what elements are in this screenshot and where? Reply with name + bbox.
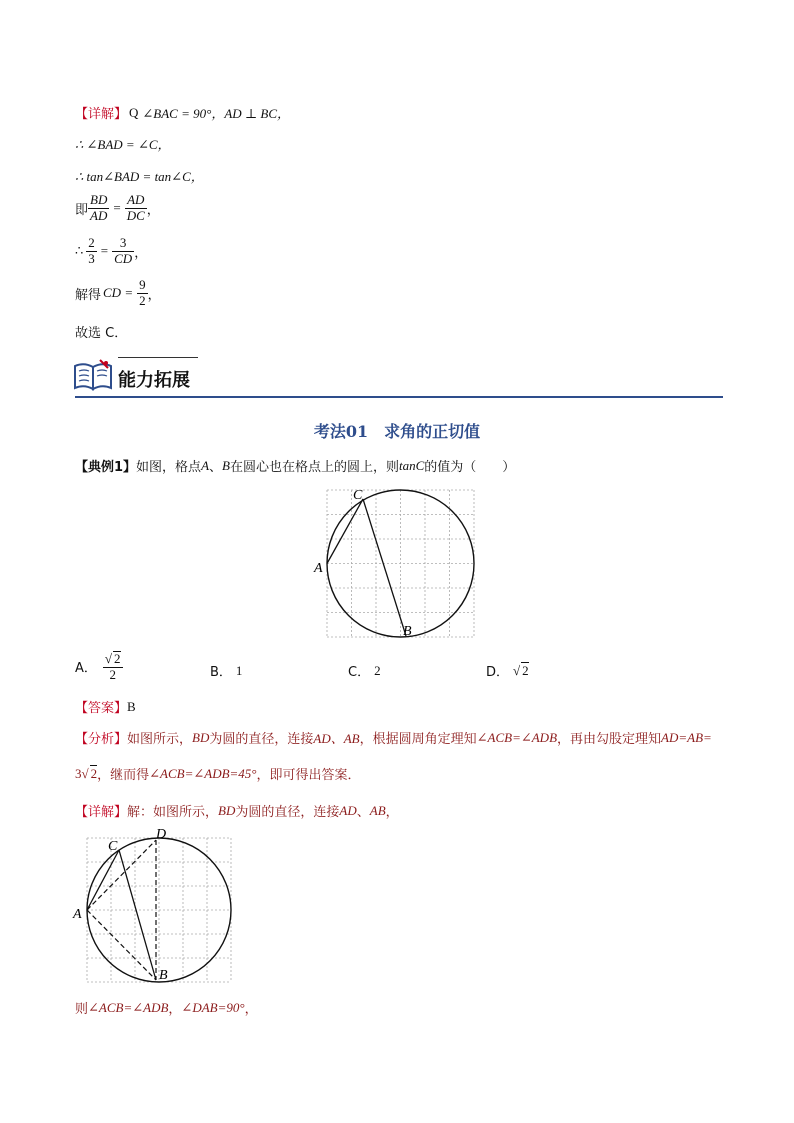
final-text: ，: [244, 1002, 258, 1017]
detail1-step5: [75, 278, 161, 309]
fraction-3-cd: [112, 236, 134, 267]
detail1-step3: [75, 193, 160, 224]
given-text: ∠BAC = 90°，AD ⊥ BC，: [142, 106, 290, 121]
option-c-value: 2: [374, 662, 381, 678]
analysis-text: ，根据圆周角定理知: [359, 732, 477, 747]
section-heading: 考法01 求角的正切值: [313, 422, 481, 441]
math-angle-eq: ∠ACB=∠ADB: [476, 729, 558, 745]
option-b-label: B．: [210, 665, 232, 680]
grid-lines: [327, 490, 474, 637]
fraction-denominator: DC: [126, 207, 145, 223]
segment-ac: [87, 850, 119, 910]
math-ad: AD: [339, 802, 357, 818]
analysis-tag: 【分析】: [75, 732, 128, 747]
analysis-line-1: [75, 728, 712, 747]
label-a: A: [73, 907, 82, 922]
segment-ad: [87, 840, 156, 910]
fraction-2-3: [86, 236, 97, 267]
point-a: A: [201, 457, 210, 473]
step3-prefix: 即: [75, 202, 89, 218]
label-d: D: [156, 827, 167, 842]
fraction-ad-dc: [125, 193, 147, 224]
final-line: [75, 998, 258, 1017]
option-d[interactable]: D． √ 2: [486, 663, 529, 680]
equals-sign: =: [113, 200, 121, 216]
separator: 、: [209, 460, 223, 475]
fraction-numerator: 3: [112, 236, 134, 252]
detail1-line-given: [75, 103, 290, 122]
option-a-fraction: $\frac{√ 2}{2}$: [104, 651, 121, 682]
fraction-denominator: 2: [139, 292, 146, 308]
label-b: B: [159, 968, 168, 983]
example-text: 的值为（ ）: [424, 460, 516, 475]
analysis-text: ，再由勾股定理知: [557, 732, 662, 747]
because-symbol: Q: [129, 104, 139, 120]
option-a-label: A．: [75, 661, 97, 677]
radicand: 2: [90, 766, 98, 781]
fraction-denominator: AD: [90, 207, 108, 223]
example-tag: 【典例1】: [75, 460, 137, 475]
equals-sign: =: [100, 243, 109, 259]
option-b[interactable]: [210, 661, 242, 680]
example-text: 如图，格点: [136, 460, 202, 475]
comma: ，: [147, 286, 161, 302]
option-b-value: 1: [235, 662, 243, 678]
label-a: A: [314, 561, 323, 576]
banner-title: 能力拓展: [118, 370, 190, 391]
example-text: 在圆心也在格点上的圆上，则: [229, 460, 399, 475]
option-c[interactable]: [348, 661, 381, 680]
fraction-9-2: [137, 278, 148, 309]
segment-cb: [363, 499, 406, 636]
option-a[interactable]: [75, 651, 123, 683]
fraction-bd-ad: [88, 193, 109, 224]
detail-tag: 【详解】: [75, 805, 128, 820]
section-divider: [75, 396, 723, 398]
example-question: [75, 456, 515, 475]
point-b: B: [222, 457, 230, 473]
coef-3: 3: [75, 765, 82, 781]
fraction-denominator: 2: [109, 666, 116, 682]
detail1-step4: [75, 236, 147, 267]
step5-prefix: 解得: [75, 287, 102, 303]
math-ab: AB: [369, 802, 386, 818]
fraction-denominator: 3: [88, 250, 95, 266]
math-ad-ab: AD、AB: [313, 731, 360, 746]
detail1-step6: 故选 C．: [75, 326, 128, 341]
analysis-text: 为圆的直径，连接: [209, 732, 314, 747]
option-c-label: C．: [348, 665, 371, 680]
analysis-text: ，继而得: [97, 768, 150, 783]
banner-top-rule: [118, 357, 198, 358]
detail2-line: [75, 801, 399, 820]
math-angle-45: ∠ACB=∠ADB=45°: [149, 765, 257, 781]
radicand: 2: [522, 663, 529, 678]
label-c: C: [353, 488, 363, 503]
analysis-line-2: 3 √ 2 ，继而得 ∠ACB=∠ADB=45° ，即可得出答案．: [75, 765, 361, 783]
separator: 、: [356, 805, 370, 820]
fraction-numerator: BD: [90, 192, 108, 207]
segment-ac: [327, 499, 363, 564]
analysis-text: 如图所示，: [127, 732, 193, 747]
detail-text: ，: [385, 805, 399, 820]
detail-text: 解：如图所示，: [127, 805, 219, 820]
analysis-text: ，即可得出答案．: [256, 768, 361, 783]
tan-c: tanC: [399, 457, 425, 473]
math-angle-eq: ∠ACB=∠ADB: [88, 999, 169, 1015]
fraction-numerator: AD: [125, 193, 147, 209]
label-c: C: [108, 839, 118, 854]
answer-line: [75, 697, 136, 716]
final-text: ，: [168, 1002, 182, 1017]
final-text: 则: [75, 1002, 89, 1017]
math-bd: BD: [218, 802, 236, 818]
answer-value: B: [127, 698, 136, 714]
fraction-numerator: 9: [139, 277, 146, 292]
book-icon: [72, 358, 116, 394]
fraction-numerator: 2: [88, 235, 95, 250]
figure-2-circle-grid: [70, 826, 242, 986]
math-ad-ab-eq: AD=AB=: [661, 729, 712, 745]
detail1-step2: ∴ tan∠BAD = tan∠C，: [75, 169, 204, 184]
label-b: B: [403, 624, 412, 639]
detail-text: 为圆的直径，连接: [235, 805, 340, 820]
math-bd: BD: [192, 729, 210, 745]
therefore-symbol: ∴: [75, 243, 84, 259]
math-angle-dab: ∠DAB=90°: [181, 999, 245, 1015]
comma: ，: [146, 201, 160, 217]
cd-equals: CD =: [103, 285, 134, 301]
detail1-step1: ∴ ∠BAD = ∠C，: [75, 137, 171, 152]
option-d-label: D．: [486, 665, 510, 680]
grid-lines: [87, 838, 231, 982]
figure-1-circle-grid: [310, 484, 482, 644]
radicand: 2: [114, 651, 121, 666]
segment-cb: [119, 850, 156, 980]
fraction-denominator: CD: [114, 250, 133, 266]
answer-tag: 【答案】: [75, 701, 128, 716]
comma: ，: [134, 244, 148, 260]
detail-tag: 【详解】: [75, 107, 128, 122]
